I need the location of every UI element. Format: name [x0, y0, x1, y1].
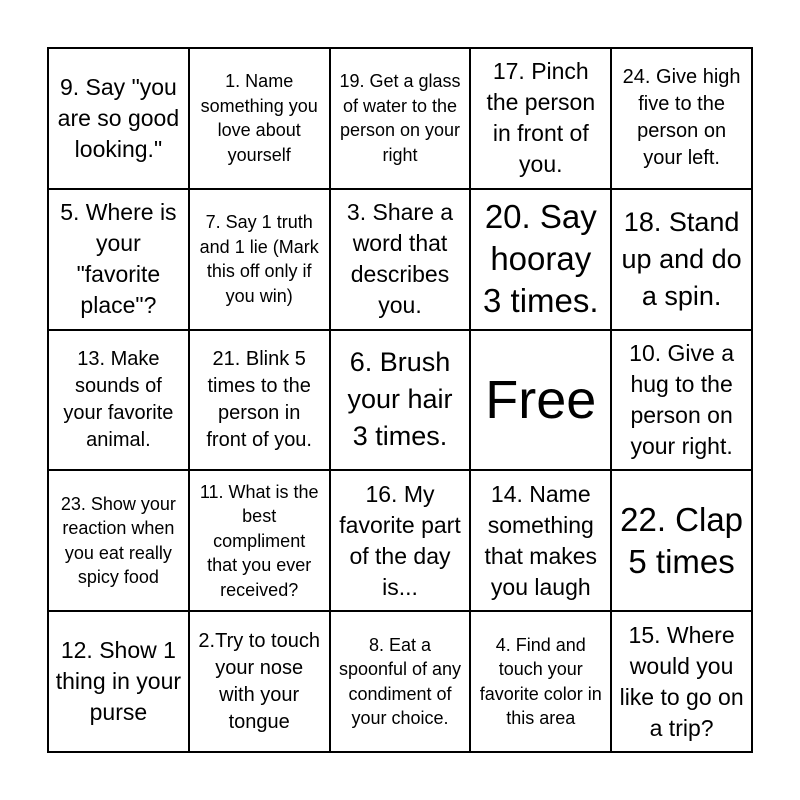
- cell-text: 17. Pinch the person in front of you.: [486, 58, 596, 178]
- bingo-cell[interactable]: [189, 189, 330, 330]
- bingo-cell[interactable]: [48, 48, 189, 189]
- cell-text: 5. Where is your "favorite place"?: [60, 199, 177, 319]
- cell-text: 19. Get a glass of water to the person on your right: [339, 71, 461, 165]
- free-space-cell[interactable]: [470, 330, 611, 471]
- bingo-cell[interactable]: [611, 330, 752, 471]
- bingo-cell[interactable]: [611, 189, 752, 330]
- bingo-cell[interactable]: [611, 611, 752, 752]
- cell-text: 21. Blink 5 times to the person in front of you.: [206, 347, 312, 451]
- cell-text: 4. Find and touch your favorite color in this area: [479, 634, 602, 729]
- cell-text: 2.Try to touch your nose with your tongue: [198, 629, 320, 733]
- bingo-cell[interactable]: [48, 611, 189, 752]
- cell-text: 7. Say 1 truth and 1 lie (Mark this off only if you win): [199, 212, 319, 306]
- bingo-cell[interactable]: [330, 611, 471, 752]
- bingo-cell[interactable]: [189, 470, 330, 611]
- bingo-cell[interactable]: [189, 330, 330, 471]
- free-space-text: Free: [485, 369, 597, 430]
- cell-text: 16. My favorite part of the day is...: [339, 480, 461, 600]
- bingo-cell[interactable]: [330, 189, 471, 330]
- cell-text: 12. Show 1 thing in your purse: [55, 637, 182, 726]
- bingo-cell[interactable]: [330, 330, 471, 471]
- cell-text: 6. Brush your hair 3 times.: [347, 347, 453, 452]
- cell-text: 18. Stand up and do a spin.: [621, 206, 742, 311]
- bingo-board: [47, 47, 753, 753]
- bingo-cell[interactable]: [48, 330, 189, 471]
- bingo-cell[interactable]: [189, 48, 330, 189]
- bingo-cell[interactable]: [470, 48, 611, 189]
- cell-text: 13. Make sounds of your favorite animal.: [63, 347, 174, 451]
- bingo-cell[interactable]: [470, 611, 611, 752]
- bingo-cell[interactable]: [330, 48, 471, 189]
- bingo-cell[interactable]: [330, 470, 471, 611]
- bingo-cell[interactable]: [470, 470, 611, 611]
- bingo-cell[interactable]: [48, 189, 189, 330]
- bingo-cell[interactable]: [48, 470, 189, 611]
- cell-text: 23. Show your reaction when you eat really spicy food: [60, 493, 176, 588]
- bingo-cell[interactable]: [611, 470, 752, 611]
- bingo-cell[interactable]: [611, 48, 752, 189]
- cell-text: 22. Clap 5 times: [620, 500, 744, 580]
- cell-text: 1. Name something you love about yourself: [200, 71, 318, 165]
- cell-text: 9. Say "you are so good looking.": [57, 73, 180, 162]
- bingo-cell[interactable]: [189, 611, 330, 752]
- cell-text: 11. What is the best compliment that you ever received?: [199, 481, 319, 600]
- cell-text: 8. Eat a spoonful of any condiment of your choice.: [338, 634, 462, 729]
- cell-text: 3. Share a word that describes you.: [346, 199, 454, 319]
- cell-text: 14. Name something that makes you laugh: [484, 480, 598, 600]
- cell-text: 15. Where would you like to go on a trip?: [619, 621, 744, 741]
- cell-text: 10. Give a hug to the person on your right.: [629, 339, 735, 459]
- cell-text: 24. Give high five to the person on your left.: [622, 66, 741, 170]
- bingo-cell[interactable]: [470, 189, 611, 330]
- cell-text: 20. Say hooray 3 times.: [483, 198, 599, 320]
